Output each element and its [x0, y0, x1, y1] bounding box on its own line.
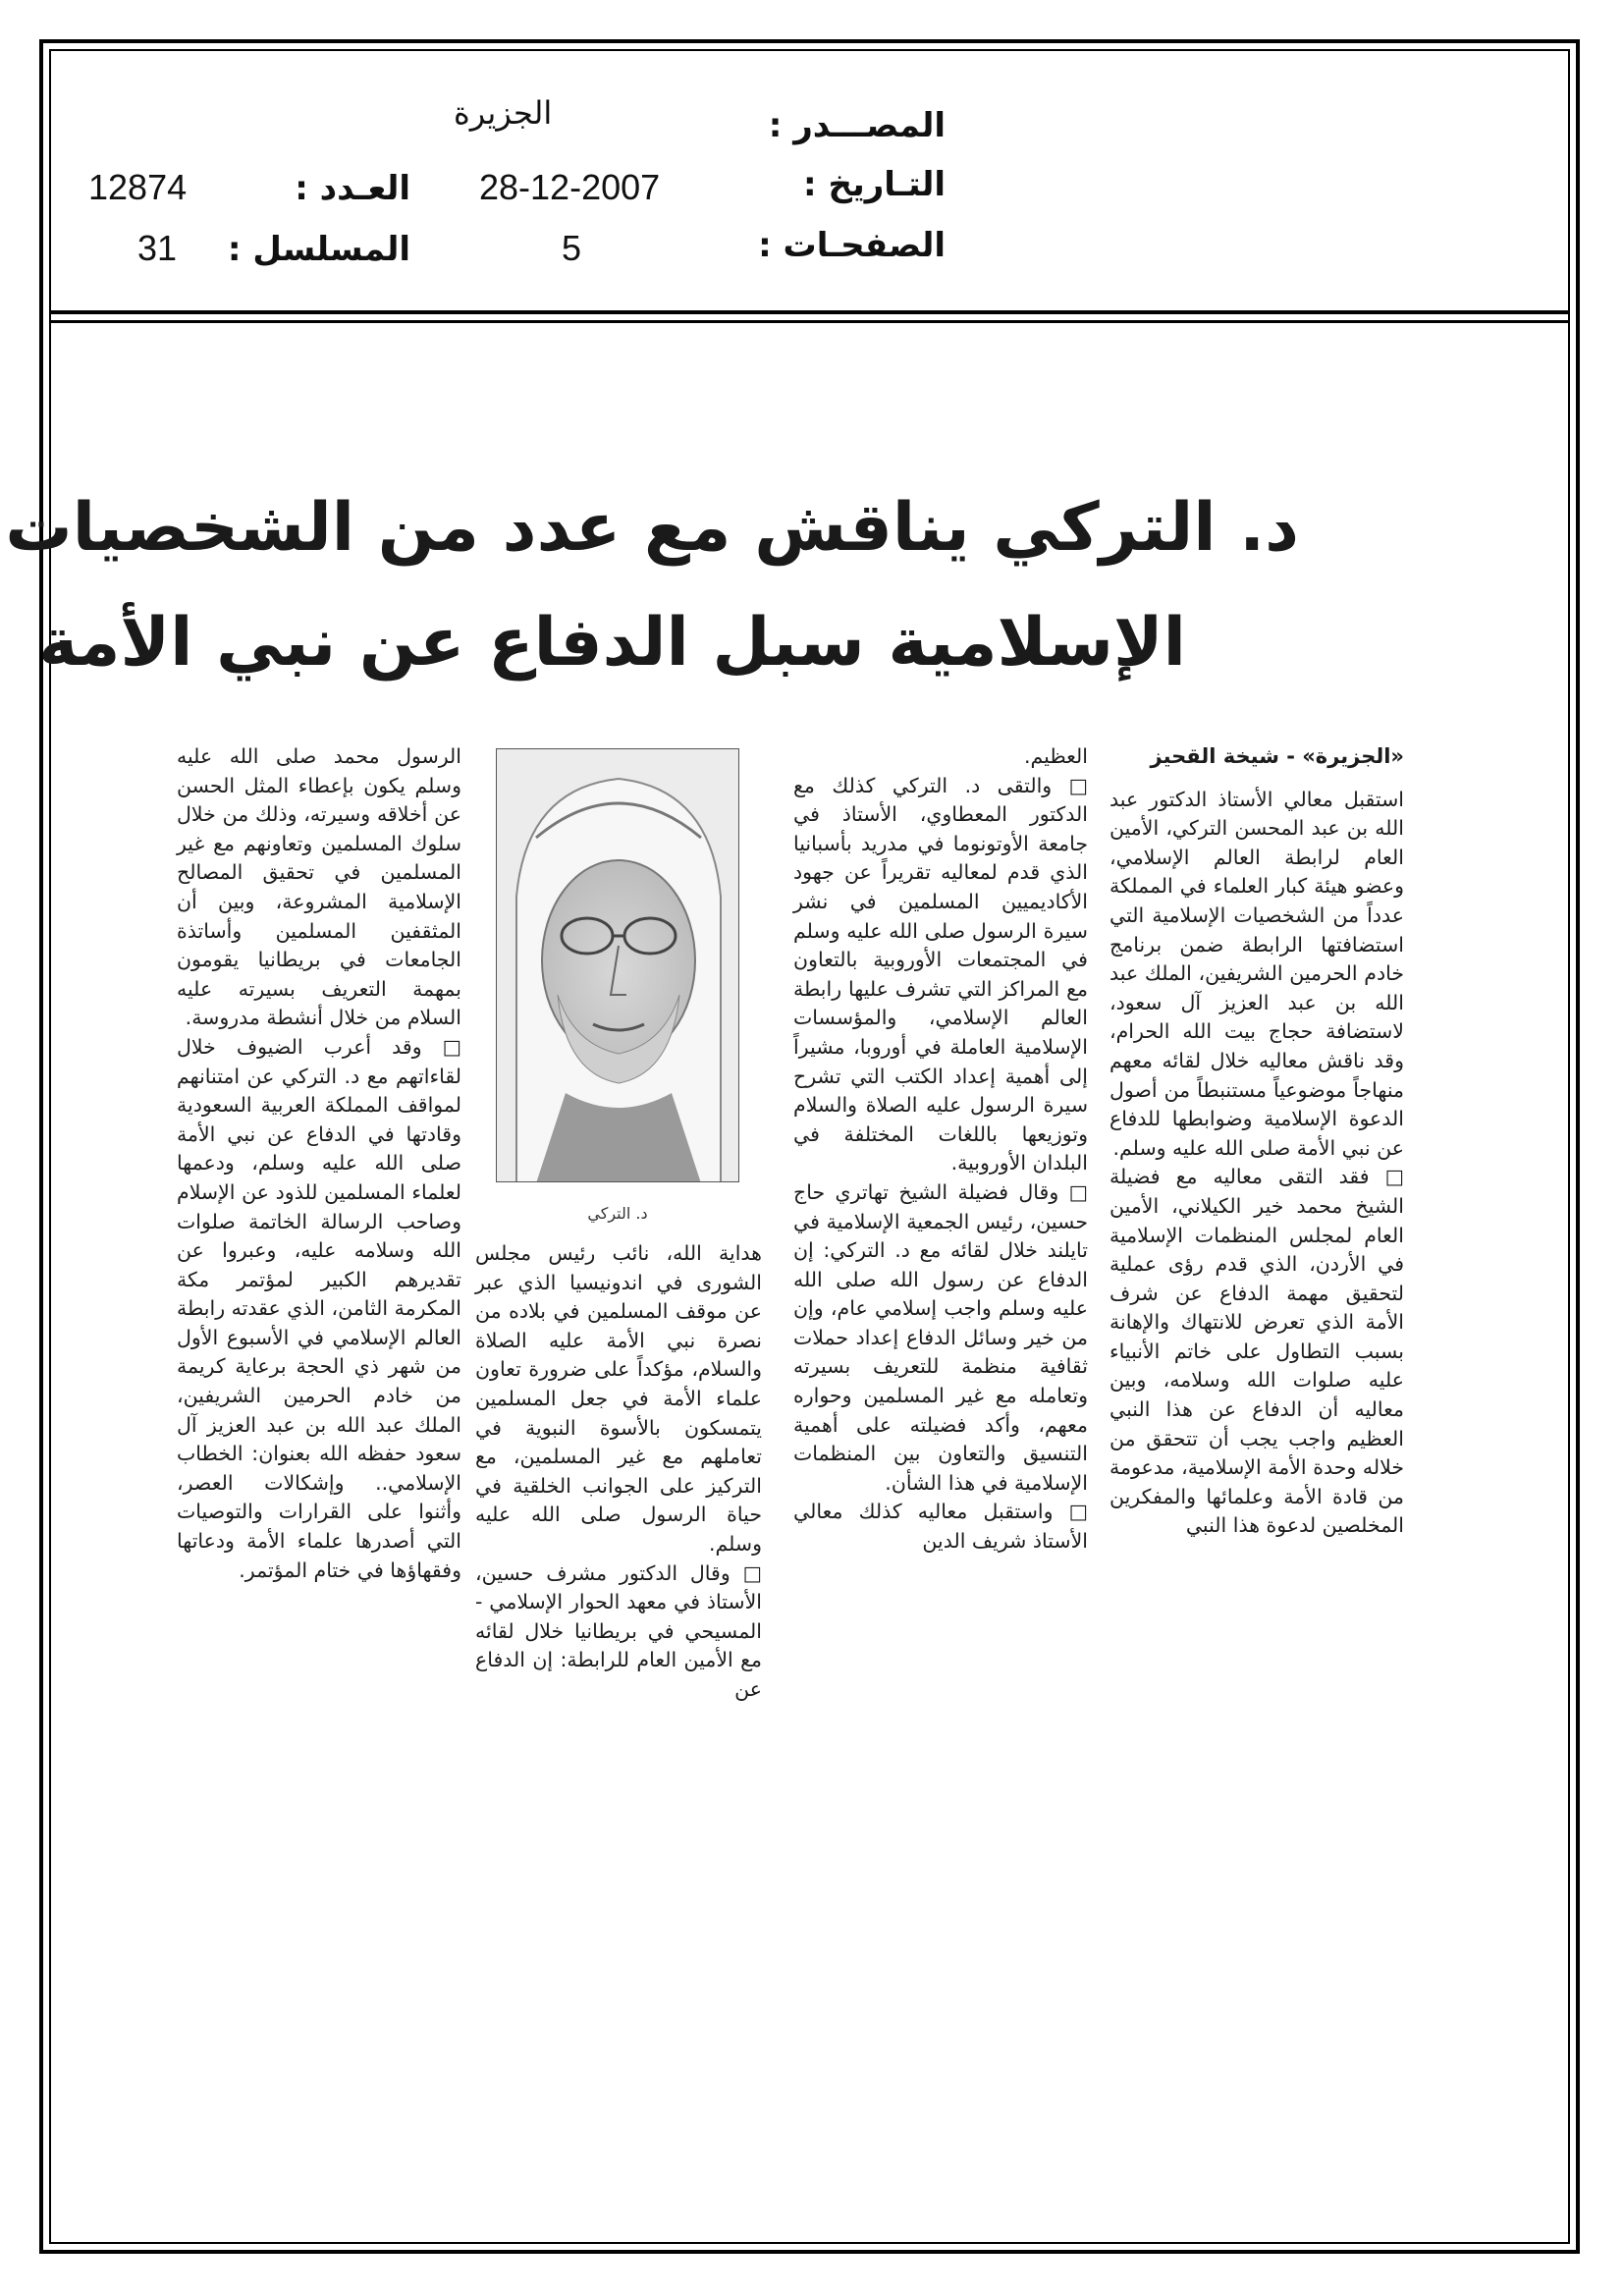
paragraph: □ واستقبل معاليه كذلك معالي الأستاذ شريف الدين — [793, 1500, 1088, 1554]
pages-value: 5 — [562, 228, 582, 268]
article-column-1 — [1109, 742, 1404, 1541]
paragraph: □ فقد التقى معاليه مع فضيلة الشيخ محمد خير الكيلاني، الأمين العام لمجلس المنظمات الإسلامية في الأردن، الذي قدم رؤى عملية لتحقيق مهمة الدفاع عن شرف الأمة الذي تعرض للانتهاك والإهانة بسبب التطاول على خاتم الأنبياء عليه صلوات الله وسلامه، وبين معاليه أن الدفاع عن هذا النبي العظيم واجب يجب أن تتحقق من خلاله وحدة الأمة الإسلامية، مدعومة من قادة الأمة وعلمائها والمفكرين المخلصين لدعوة هذا النبي — [1109, 1165, 1404, 1538]
issue-label: العـدد : — [295, 169, 410, 208]
pages-label: الصفحـات : — [758, 226, 946, 265]
article-column-4 — [177, 742, 461, 1585]
portrait-photo — [496, 748, 739, 1182]
paragraph: □ وقد أعرب الضيوف خلال لقاءاتهم مع د. التركي عن امتنانهم لمواقف المملكة العربية السعودية وقادتها في الدفاع عن نبي الأمة صلى الله عليه وسلم، ودعمها لعلماء المسلمين للذود عن الإسلام وصاحب الرسالة الخاتمة صلوات الله وسلامه عليه، وعبروا عن تقديرهم الكبير لمؤتمر مكة المكرمة الثامن، الذي عقدته رابطة العالم الإسلامي في الأسبوع الأول من شهر ذي الحجة برعاية كريمة من خادم الحرمين الشريفين، الملك عبد الله بن عبد العزيز آل سعود حفظه الله بعنوان: الخطاب الإسلامي.. وإشكالات العصر، وأثنوا على القرارات والتوصيات التي أصدرها علماء الأمة ودعاتها وفقهاؤها في ختام المؤتمر. — [177, 1034, 461, 1582]
source-value: الجزيرة — [454, 94, 553, 132]
headline-line-2: الإسلامية سبل الدفاع عن نبي الأمة — [38, 604, 1186, 682]
source-label: المصـــدر : — [768, 106, 946, 145]
paragraph: □ وقال فضيلة الشيخ تهاتري حاج حسين، رئيس الجمعية الإسلامية في تايلند خلال لقائه مع د. التركي: إن الدفاع عن رسول الله صلى الله عليه وسلم واجب إسلامي عام، وإن من خير وسائل الدفاع إعداد حملات ثقافية منظمة للتعريف بسيرته وتعامله مع غير المسلمين وحواره معهم، وأكد فضيلته على أهمية التنسيق والتعاون بين المنظمات الإسلامية في هذا الشأن. — [793, 1179, 1088, 1495]
byline: «الجزيرة» - شيخة القحيز — [1150, 744, 1404, 768]
paragraph: □ والتقى د. التركي كذلك مع الدكتور المعطاوي، الأستاذ في جامعة الأوتونوما في مدريد بأسبانيا الذي قدم لمعاليه تقريراً عن جهود الأكاديميين المسلمين في نشر سيرة الرسول صلى الله عليه وسلم في المجتمعات الأوروبية بالتعاون مع المراكز التي تشرف عليها رابطة العالم الإسلامي، والمؤسسات الإسلامية العاملة في أوروبا، مشيراً إلى أهمية إعداد الكتب التي تشرح سيرة الرسول عليه الصلاة والسلام وتوزيعها باللغات المختلفة في البلدان الأوروبية. — [793, 773, 1088, 1175]
date-value: 28-12-2007 — [479, 167, 661, 207]
article-column-2 — [793, 742, 1088, 1557]
date-label: التـاريخ : — [803, 165, 946, 204]
serial-label: المسلسل : — [227, 230, 410, 269]
paragraph: هداية الله، نائب رئيس مجلس الشورى في اندونيسيا الذي عبر عن موقف المسلمين في بلاده من نصرة نبي الأمة عليه الصلاة والسلام، مؤكداً على ضرورة تعاون علماء الأمة في جعل المسلمين يتمسكون بالأسوة النبوية في تعاملهم مع غير المسلمين، مع التركيز على الجوانب الخلقية في حياة الرسول صلى الله عليه وسلم. — [475, 1241, 762, 1556]
serial-value: 31 — [137, 228, 178, 268]
paragraph: استقبل معالي الأستاذ الدكتور عبد الله بن عبد المحسن التركي، الأمين العام لرابطة العالم الإسلامي، وعضو هيئة كبار العلماء في المملكة عدداً من الشخصيات الإسلامية التي استضافتها الرابطة ضمن برنامج خادم الحرمين الشريفين، الملك عبد الله بن عبد العزيز آل سعود، لاستضافة حجاج بيت الله الحرام، وقد ناقش معاليه خلال لقائه معهم منهاجاً موضوعياً مستنبطاً من أصول الدعوة الإسلامية وضوابطها للدفاع عن نبي الأمة صلى الله عليه وسلم. — [1109, 787, 1404, 1160]
headline-line-1: د. التركي يناقش مع عدد من الشخصيات — [5, 489, 1299, 567]
header-divider-bottom — [49, 320, 1570, 323]
article-column-3 — [475, 1239, 762, 1705]
paragraph: □ وقال الدكتور مشرف حسين، الأستاذ في معهد الحوار الإسلامي - المسيحي في بريطانيا خلال لقائه مع الأمين العام للرابطة: إن الدفاع عن — [475, 1560, 762, 1701]
header-divider-top — [49, 310, 1570, 314]
paragraph: الرسول محمد صلى الله عليه وسلم يكون بإعطاء المثل الحسن عن أخلاقه وسيرته، وذلك من خلال سلوك المسلمين وتعاونهم مع غير المسلمين في تحقيق المصالح الإسلامية المشروعة، وبين أن المثقفين المسلمين وأساتذة الجامعات في بريطانيا يقومون بمهمة التعريف بسيرته عليه السلام من خلال أنشطة مدروسة. — [177, 744, 461, 1030]
photo-caption: د. التركي — [587, 1204, 648, 1223]
portrait-image — [496, 748, 739, 1182]
paragraph: العظيم. — [1024, 744, 1088, 768]
issue-value: 12874 — [88, 167, 188, 207]
